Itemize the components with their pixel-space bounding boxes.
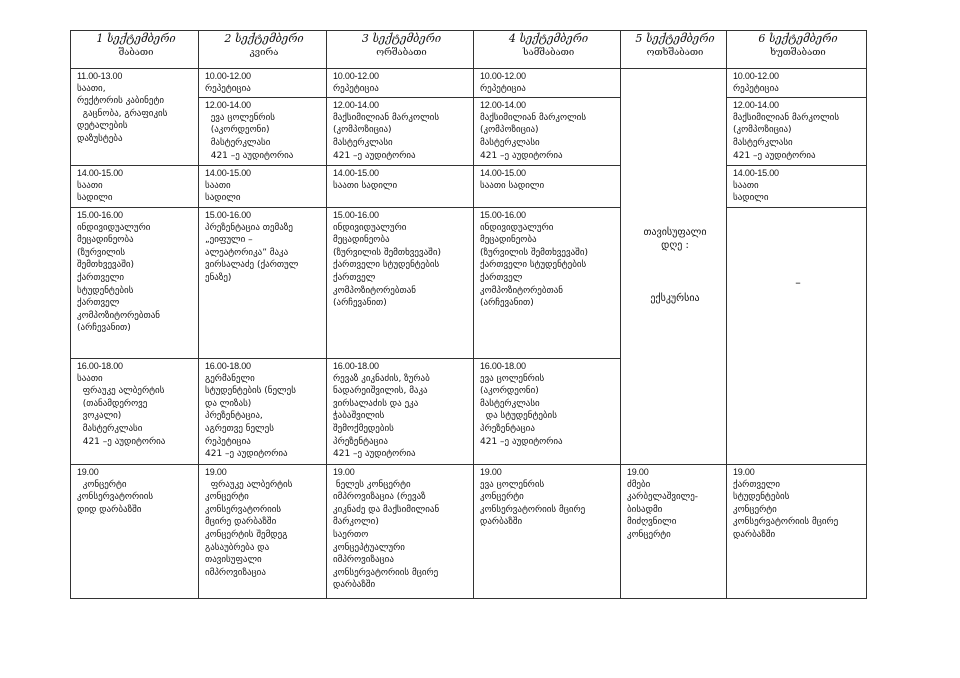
cell-line: მაქსიმილიან მარკოლის	[733, 112, 840, 123]
cell-line: 421 –ე აუდიტორია	[733, 150, 816, 161]
cell-line: ქართველ	[77, 298, 120, 309]
time-label: 15.00-16.00	[333, 209, 379, 220]
header-row	[71, 31, 867, 69]
cell	[327, 207, 474, 358]
cell	[327, 69, 474, 98]
cell-line: ჭაბაშვილის	[333, 411, 385, 422]
cell-line: დარბაზში	[333, 580, 376, 591]
cell-line: მცირე დარბაზში	[205, 517, 277, 528]
cell-line: (კომპოზიცია)	[733, 125, 792, 136]
cell-line: ნელეს კონცერტი	[333, 479, 411, 490]
cell-line: კონცერტის შემდეგ	[205, 529, 288, 540]
cell-line: გაცნობა, გრაფიკის	[77, 108, 168, 119]
cell-line: იმპროვიზაცია	[205, 567, 266, 578]
time-label: 10.00-12.00	[733, 71, 779, 81]
cell-line: საათი	[77, 180, 103, 191]
time-label: 10.00-12.00	[205, 71, 251, 81]
cell-line: კონცერტი	[733, 504, 777, 515]
cell	[474, 98, 621, 166]
cell-line: ალეატორიკა” მაკა	[205, 247, 289, 258]
cell	[327, 464, 474, 598]
cell-line: ვირსალაძის და ეკა	[333, 398, 419, 409]
time-label: 14.00-15.00	[333, 168, 379, 179]
cell	[327, 166, 474, 208]
cell	[474, 69, 621, 98]
cell-line: (ზურვილის შემთხვევაში)	[333, 247, 441, 258]
cell-line: ინდივიდუალური	[333, 222, 407, 233]
cell-line: ვოკალი)	[77, 411, 122, 422]
cell-line: საათი	[77, 373, 103, 384]
time-label: 14.00-15.00	[77, 168, 123, 179]
header-day-4: 4 სექტემბერი სამშაბათი	[474, 31, 621, 69]
cell-line: ქართველი სტუდენტების	[480, 260, 587, 271]
cell-line: მასტერკლასი	[480, 398, 540, 409]
cell-line: 421 –ე აუდიტორია	[480, 150, 563, 161]
cell-line: რეპეტიცია	[480, 83, 526, 94]
cell-line: კონსერვატორიის	[205, 504, 282, 515]
time-label: 14.00-15.00	[480, 168, 526, 179]
time-label: 14.00-15.00	[733, 168, 779, 179]
cell-line: სადილი	[77, 193, 113, 204]
cell-line: (ზურვილის შემთხვევაში)	[480, 247, 588, 258]
cell-line: დეტალების	[77, 121, 128, 132]
cell-line: საათი,	[77, 83, 106, 94]
time-label: 16.00-18.00	[480, 360, 526, 371]
cell-line: ნადარეიშვილის, მაკა	[333, 386, 428, 397]
cell-line: და ლიზას)	[205, 398, 252, 409]
cell-line: კომპოზიტორებთან	[77, 310, 161, 321]
cell-line: ქართველ	[480, 272, 523, 283]
cell-line: მასტერკლასი	[733, 137, 793, 148]
cell	[327, 358, 474, 464]
cell-line: კონცერტი	[627, 529, 671, 540]
cell	[474, 207, 621, 358]
cell	[727, 166, 867, 208]
time-label: 19.00	[627, 466, 649, 477]
cell-line: ვირსალაძე (ქართულ	[205, 260, 299, 271]
cell	[474, 166, 621, 208]
cell-line: საერთო	[333, 529, 369, 540]
time-label: 11.00-13.00	[77, 71, 123, 81]
time-label: 19.00	[733, 466, 755, 477]
cell-line: კიკნაძე და მაქსიმილიან	[333, 504, 440, 515]
cell	[327, 98, 474, 166]
cell-line: ევა ცოლენრის	[480, 479, 545, 490]
time-label: 15.00-16.00	[205, 209, 251, 220]
cell-line: მასტერკლასი	[480, 137, 540, 148]
time-label: 19.00	[77, 466, 99, 477]
cell-line: კონსერვატორიის მცირე	[333, 567, 439, 578]
cell-line: მასტერკლასი	[77, 423, 143, 434]
cell-line: (არჩევანით)	[480, 298, 534, 309]
cell-line: (კომპოზიცია)	[333, 125, 392, 136]
cell-line: დარბაზში	[480, 517, 523, 528]
cell-line: მასტერკლასი	[333, 137, 393, 148]
header-day-6: 6 სექტემბერი ხუთშაბათი	[727, 31, 867, 69]
time-label: 19.00	[205, 466, 227, 477]
cell-line: 421 –ე აუდიტორია	[333, 150, 416, 161]
cell-line: კონცეპტუალური	[333, 542, 405, 553]
cell-line: ფრაუკე ალბერტის	[77, 386, 165, 397]
cell	[71, 69, 199, 166]
cell	[71, 207, 199, 358]
cell	[474, 358, 621, 464]
cell-line: (აკორდეონი)	[480, 386, 539, 397]
cell	[199, 166, 327, 208]
cell-line: რეპეტიცია	[333, 83, 379, 94]
cell	[199, 358, 327, 464]
cell-line: რეპეტიცია	[205, 436, 251, 447]
cell-line: ქართველი	[77, 272, 124, 283]
cell-line: საათი	[733, 180, 759, 191]
cell-line: კონცერტი	[77, 479, 127, 490]
cell-line: მარკოლი)	[333, 517, 379, 528]
cell-line: აგრეთვე ნელეს	[205, 423, 274, 434]
cell-line: რექტორის კაბინეტი	[77, 96, 164, 107]
cell-line: ქართველ	[333, 272, 376, 283]
cell-line: კონსერვატორიის მცირე	[480, 504, 586, 515]
cell-line: საათი	[205, 180, 231, 191]
cell-line: შემოქმედების	[333, 423, 394, 434]
cell-line: „ეიფული –	[205, 235, 253, 246]
cell-line: რეპეტიცია	[733, 83, 779, 94]
cell-line: ევა ცოლენრის	[205, 112, 275, 123]
time-label: 14.00-15.00	[205, 168, 251, 179]
cell-line: სადილი	[733, 193, 769, 204]
cell-line: იმპროვიზაცია (რევაზ	[333, 492, 426, 503]
time-label: 19.00	[333, 466, 355, 477]
cell	[727, 98, 867, 166]
time-label: 15.00-16.00	[480, 209, 526, 220]
cell	[727, 464, 867, 598]
cell-line: თავისუფალი	[205, 555, 262, 566]
cell-line: პრეზენტაცია თემაზე	[205, 222, 293, 233]
cell-line: დარბაზში	[733, 529, 776, 540]
cell-line: კონსერვატორიის მცირე	[733, 517, 839, 528]
cell-line: რეპეტიცია	[205, 83, 251, 94]
time-label: 15.00-16.00	[77, 209, 123, 220]
time-label: 12.00-14.00	[333, 100, 379, 111]
cell	[199, 98, 327, 166]
cell-line: (კომპოზიცია)	[480, 125, 539, 136]
cell-line: კონცერტი	[205, 492, 249, 503]
cell-line: დაზუსტება	[77, 133, 123, 144]
header-day-3: 3 სექტემბერი ორშაბათი	[327, 31, 474, 69]
free-day-cell: თავისუფალი დღე : ექსკურსია	[621, 69, 727, 465]
cell-line: დიდ დარბაზში	[77, 504, 142, 515]
cell-line: 421 –ე აუდიტორია	[480, 436, 563, 447]
cell	[199, 207, 327, 358]
cell-line: პრეზენტაცია,	[205, 411, 263, 422]
time-label: 10.00-12.00	[480, 71, 526, 81]
cell-line: (არჩევანით)	[77, 323, 131, 334]
cell-line: საათი სადილი	[480, 180, 545, 191]
cell-line: გერმანელი	[205, 373, 255, 384]
cell-line: ინდივიდუალური	[480, 222, 554, 233]
cell-line: კონცერტი	[480, 492, 524, 503]
cell-line: რევაზ კიკნაძის, ზურაბ	[333, 373, 430, 384]
cell-line: ბისადმი	[627, 504, 663, 515]
cell-line: პრეზენტაცია	[480, 423, 535, 434]
cell	[71, 358, 199, 464]
cell-line: კომპოზიტორებთან	[333, 285, 417, 296]
cell-line: ევა ცოლენრის	[480, 373, 545, 384]
time-label: 16.00-18.00	[77, 360, 123, 371]
cell	[621, 464, 727, 598]
cell-line: ინდივიდუალური	[77, 222, 151, 233]
cell	[71, 166, 199, 208]
cell-line: (ზურვილის	[77, 247, 126, 258]
cell-line: მიძღვნილი	[627, 517, 677, 528]
cell-line: ქართველი სტუდენტების	[333, 260, 440, 271]
cell-line: მაქსიმილიან მარკოლის	[480, 112, 587, 123]
schedule-table	[70, 30, 867, 599]
cell-line: (აკორდეონი)	[205, 125, 270, 136]
cell-line: ქართველი	[733, 479, 780, 490]
header-day-5: 5 სექტემბერი ოთხშაბათი	[621, 31, 727, 69]
cell-line: კომპოზიტორებთან	[480, 285, 564, 296]
cell-line: (თანამდეროვე	[77, 398, 148, 409]
cell	[199, 464, 327, 598]
cell-line: და სტუდენტების	[480, 411, 557, 422]
cell-line: სადილი	[205, 193, 241, 204]
cell-line: მასტერკლასი	[205, 137, 271, 148]
cell-line: მეცადინეობა	[77, 235, 134, 246]
time-label: 12.00-14.00	[733, 100, 779, 111]
cell	[474, 464, 621, 598]
cell	[71, 464, 199, 598]
cell-line: 421 –ე აუდიტორია	[77, 436, 166, 447]
time-label: 16.00-18.00	[333, 360, 379, 371]
cell-line: (არჩევანით)	[333, 298, 387, 309]
time-label: 12.00-14.00	[205, 100, 251, 111]
cell-line: სტუდენტების	[733, 492, 790, 503]
cell-line: 421 –ე აუდიტორია	[333, 449, 416, 460]
cell-line: მაქსიმილიან მარკოლის	[333, 112, 440, 123]
cell-line: შემთხვევაში)	[77, 260, 135, 271]
cell-line: პრეზენტაცია	[333, 436, 388, 447]
cell-line: კარბელაშვილე-	[627, 492, 699, 503]
cell-line: სტუდენტების	[77, 285, 134, 296]
cell-line: ძმები	[627, 479, 651, 490]
cell	[199, 69, 327, 98]
cell-line: 421 –ე აუდიტორია	[205, 150, 294, 161]
cell-line: გასაუბრება და	[205, 542, 270, 553]
cell	[727, 69, 867, 98]
cell-line: საათი სადილი	[333, 180, 398, 191]
cell-line: სტუდენტების (ნელეს	[205, 386, 296, 397]
time-label: 16.00-18.00	[205, 360, 251, 371]
cell-line: ენაზე)	[205, 272, 232, 283]
header-day-1: 1 სექტემბერი შაბათი	[71, 31, 199, 69]
header-day-2: 2 სექტემბერი კვირა	[199, 31, 327, 69]
cell-line: მეცადინეობა	[480, 235, 537, 246]
cell-line: 421 –ე აუდიტორია	[205, 449, 288, 460]
time-label: 10.00-12.00	[333, 71, 379, 81]
cell-line: იმპროვიზაცია	[333, 555, 394, 566]
cell-line: მეცადინეობა	[333, 235, 390, 246]
cell-line: ფრაუკე ალბერტის	[205, 479, 293, 490]
time-label: 19.00	[480, 466, 502, 477]
time-label: 12.00-14.00	[480, 100, 526, 111]
dash-cell: –	[727, 207, 867, 464]
cell-line: კონსერვატორიის	[77, 492, 154, 503]
